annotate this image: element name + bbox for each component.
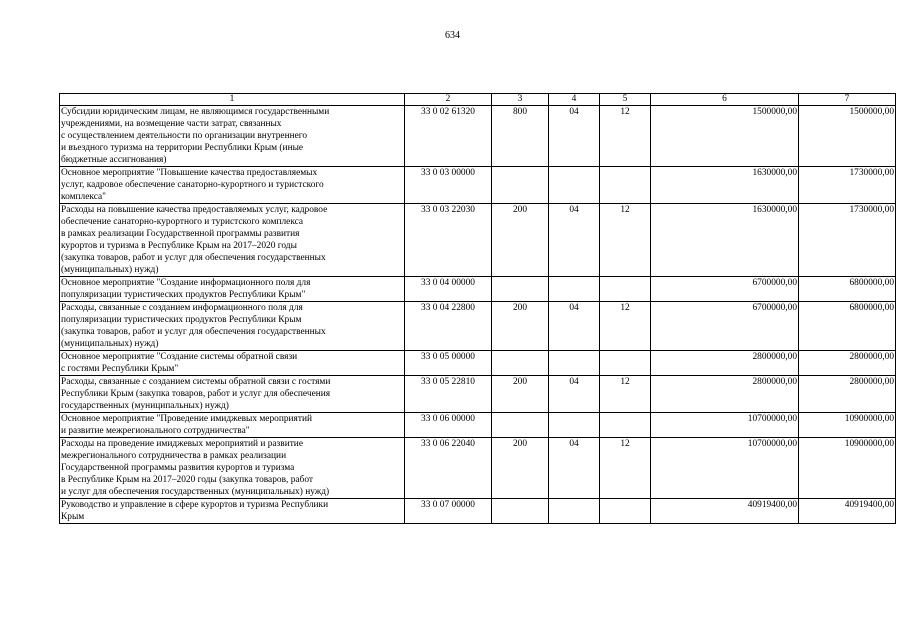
item-amount-1: 10700000,00 — [651, 413, 799, 438]
item-amount-1: 6700000,00 — [651, 302, 799, 351]
item-subsection — [600, 413, 651, 438]
item-section: 04 — [549, 302, 600, 351]
item-name: Субсидии юридическим лицам, не являющимся государственными учреждениями, на возмещение части затрат, связанных с осуществлением деятельности по организации внутреннего и въездного туризма на территории Республики Крым (иные бюджетные ассигнования) — [60, 106, 405, 167]
table-row — [60, 438, 896, 499]
item-amount-2: 1730000,00 — [799, 204, 896, 277]
item-name: Основное мероприятие "Создание системы обратной связи с гостями Республики Крым" — [60, 351, 405, 376]
item-amount-1: 1630000,00 — [651, 204, 799, 277]
table-row — [60, 302, 896, 351]
item-code: 33 0 02 61320 — [405, 106, 492, 167]
item-subsection: 12 — [600, 376, 651, 413]
column-header: 2 — [405, 94, 492, 106]
item-expense-type: 200 — [492, 438, 549, 499]
item-name: Расходы, связанные с созданием информационного поля для популяризации туристических продуктов Республики Крым (закупка товаров, работ и услуг для обеспечения государственных (муниципальных) нужд) — [60, 302, 405, 351]
table-row — [60, 204, 896, 277]
item-subsection: 12 — [600, 438, 651, 499]
budget-table — [59, 93, 896, 524]
item-name: Основное мероприятие "Проведение имиджевых мероприятий и развитие межрегионального сотрудничества" — [60, 413, 405, 438]
item-section — [549, 499, 600, 524]
item-code: 33 0 05 22810 — [405, 376, 492, 413]
item-section: 04 — [549, 204, 600, 277]
table-row — [60, 277, 896, 302]
item-amount-1: 10700000,00 — [651, 438, 799, 499]
table-row — [60, 167, 896, 204]
item-amount-2: 6800000,00 — [799, 277, 896, 302]
item-amount-2: 10900000,00 — [799, 438, 896, 499]
column-header: 3 — [492, 94, 549, 106]
item-subsection: 12 — [600, 106, 651, 167]
item-expense-type — [492, 277, 549, 302]
item-section — [549, 351, 600, 376]
item-code: 33 0 03 22030 — [405, 204, 492, 277]
item-expense-type: 200 — [492, 376, 549, 413]
item-section — [549, 277, 600, 302]
item-section — [549, 413, 600, 438]
column-header: 1 — [60, 94, 405, 106]
item-expense-type: 200 — [492, 204, 549, 277]
item-amount-2: 2800000,00 — [799, 351, 896, 376]
column-header: 4 — [549, 94, 600, 106]
item-expense-type: 200 — [492, 302, 549, 351]
item-amount-2: 1500000,00 — [799, 106, 896, 167]
item-amount-1: 40919400,00 — [651, 499, 799, 524]
item-subsection — [600, 167, 651, 204]
item-section: 04 — [549, 438, 600, 499]
item-expense-type: 800 — [492, 106, 549, 167]
item-name: Руководство и управление в сфере курортов и туризма Республики Крым — [60, 499, 405, 524]
column-header: 6 — [651, 94, 799, 106]
header-row — [60, 94, 896, 106]
item-section — [549, 167, 600, 204]
column-header: 5 — [600, 94, 651, 106]
item-expense-type — [492, 351, 549, 376]
item-name: Основное мероприятие "Создание информационного поля для популяризации туристических продуктов Республики Крым" — [60, 277, 405, 302]
item-amount-2: 1730000,00 — [799, 167, 896, 204]
table-row — [60, 106, 896, 167]
item-amount-2: 10900000,00 — [799, 413, 896, 438]
item-amount-2: 40919400,00 — [799, 499, 896, 524]
item-amount-2: 6800000,00 — [799, 302, 896, 351]
item-name: Расходы на проведение имиджевых мероприятий и развитие межрегионального сотрудничества в рамках реализации Государственной программы развития курортов и туризма в Республике Крым на 2017–2020 годы (закупка товаров, работ и услуг для обеспечения государственных (муниципальных) нужд) — [60, 438, 405, 499]
item-amount-1: 6700000,00 — [651, 277, 799, 302]
item-subsection — [600, 277, 651, 302]
item-code: 33 0 03 00000 — [405, 167, 492, 204]
item-code: 33 0 04 00000 — [405, 277, 492, 302]
page-number: 634 — [445, 30, 460, 41]
item-amount-1: 1500000,00 — [651, 106, 799, 167]
item-expense-type — [492, 499, 549, 524]
table-row — [60, 376, 896, 413]
item-amount-2: 2800000,00 — [799, 376, 896, 413]
table-row — [60, 413, 896, 438]
item-name: Расходы, связанные с созданием системы обратной связи с гостями Республики Крым (закупка товаров, работ и услуг для обеспечения государственных (муниципальных) нужд) — [60, 376, 405, 413]
item-subsection: 12 — [600, 204, 651, 277]
item-section: 04 — [549, 376, 600, 413]
table-row — [60, 499, 896, 524]
item-code: 33 0 06 00000 — [405, 413, 492, 438]
item-subsection: 12 — [600, 302, 651, 351]
item-code: 33 0 06 22040 — [405, 438, 492, 499]
table-row — [60, 351, 896, 376]
item-code: 33 0 07 00000 — [405, 499, 492, 524]
item-subsection — [600, 499, 651, 524]
item-name: Основное мероприятие "Повышение качества предоставляемых услуг, кадровое обеспечение санаторно-курортного и туристского комплекса" — [60, 167, 405, 204]
item-name: Расходы на повышение качества предоставляемых услуг, кадровое обеспечение санаторно-курортного и туристского комплекса в рамках реализации Государственной программы развития курортов и туризма в Республике Крым на 2017–2020 годы (закупка товаров, работ и услуг для обеспечения государственных (муниципальных) нужд) — [60, 204, 405, 277]
item-amount-1: 1630000,00 — [651, 167, 799, 204]
item-amount-1: 2800000,00 — [651, 376, 799, 413]
column-header: 7 — [799, 94, 896, 106]
item-expense-type — [492, 167, 549, 204]
item-subsection — [600, 351, 651, 376]
item-expense-type — [492, 413, 549, 438]
item-code: 33 0 04 22800 — [405, 302, 492, 351]
item-amount-1: 2800000,00 — [651, 351, 799, 376]
item-section: 04 — [549, 106, 600, 167]
item-code: 33 0 05 00000 — [405, 351, 492, 376]
